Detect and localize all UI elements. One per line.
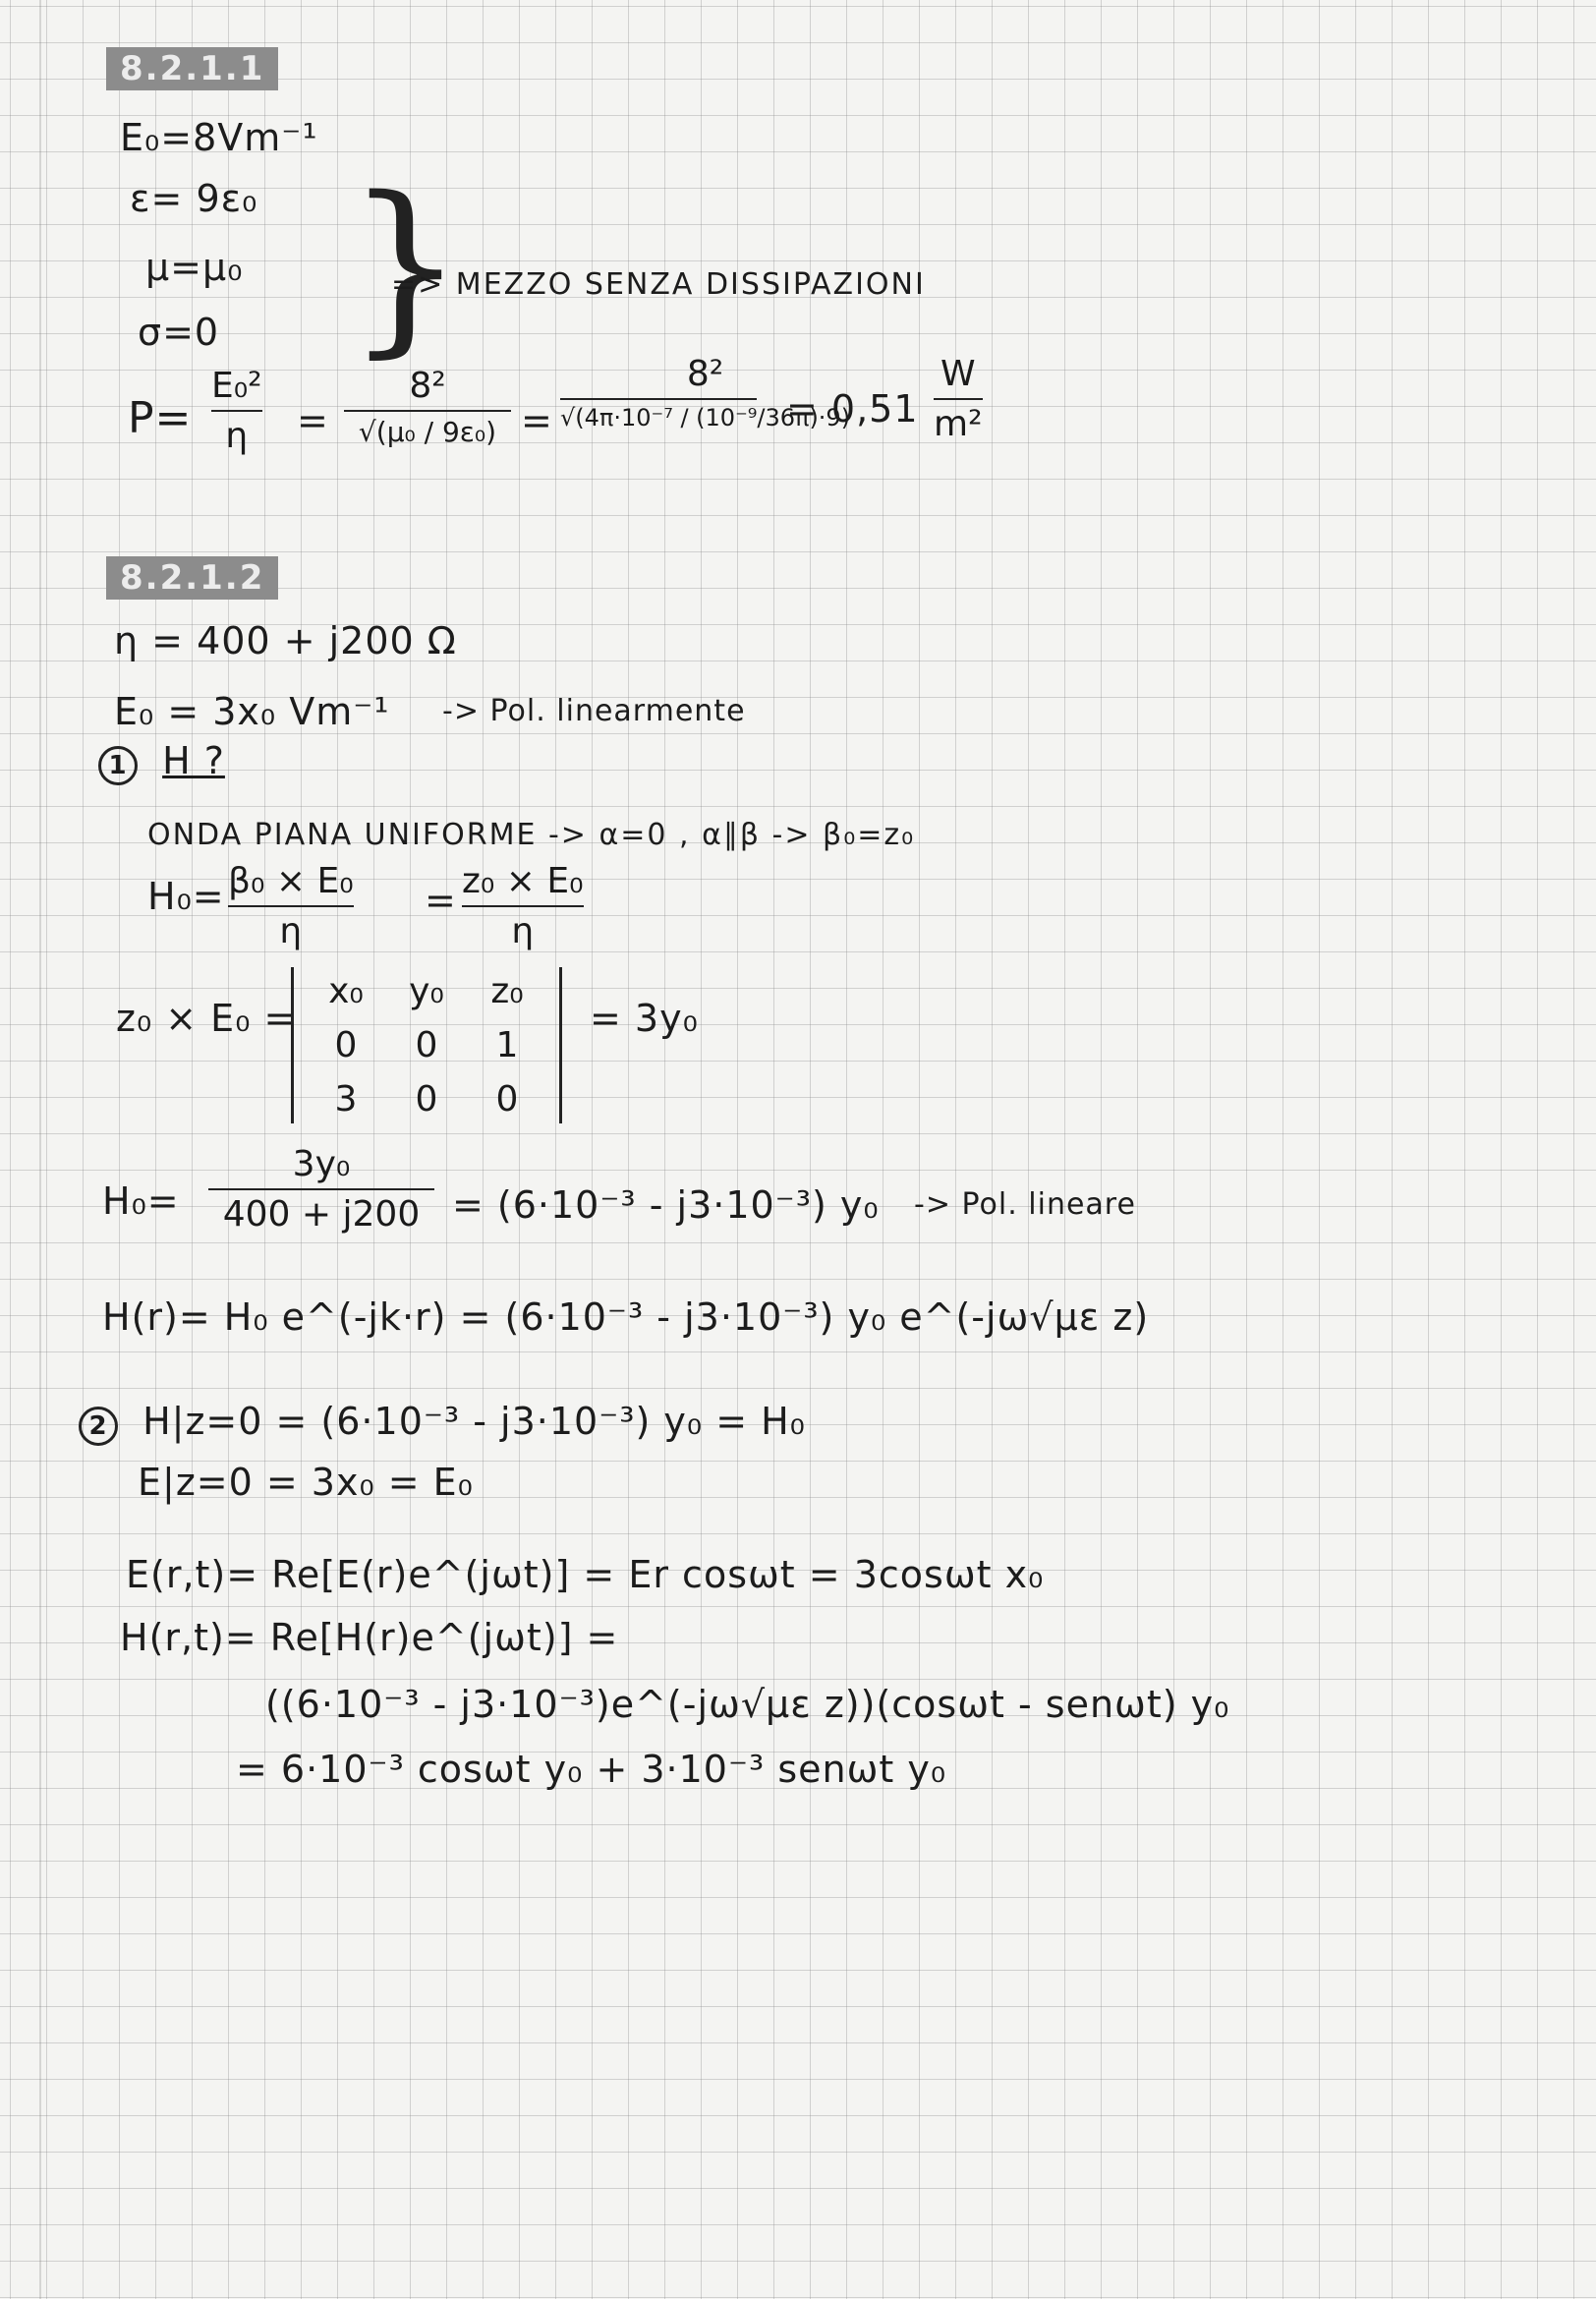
h0-polarization-note: -> Pol. lineare	[914, 1187, 1136, 1222]
power-lhs: P=	[128, 393, 193, 443]
cross-product-lhs: z₀ × E₀ =	[116, 997, 297, 1040]
power-eq-1: =	[297, 399, 329, 442]
h0-definition-lhs: H₀=	[147, 875, 225, 918]
given-epsilon: ε= 9ε₀	[130, 177, 258, 220]
h0-eq: =	[425, 879, 457, 922]
h0-value-fraction	[208, 1144, 434, 1235]
question-1-text: H ?	[162, 739, 225, 782]
matrix-cell: y₀	[409, 971, 444, 1011]
power-fraction-1	[211, 366, 262, 456]
h-of-r-t: H(r,t)= Re[H(r)e^(jωt)] =	[120, 1616, 619, 1659]
h0-f1-num: β₀ × E₀	[228, 861, 354, 901]
given-sigma: σ=0	[138, 311, 220, 354]
brace-conclusion: => MEZZO SENZA DISSIPAZIONI	[391, 267, 926, 302]
power-f1-den: η	[225, 416, 249, 456]
power-f2-den: √(μ₀ / 9ε₀)	[358, 416, 497, 448]
power-f1-num: E₀²	[211, 366, 262, 406]
margin-line	[39, 0, 41, 2299]
power-fraction-2	[344, 366, 511, 448]
matrix-cell: 0	[415, 1025, 438, 1065]
right-brace: }	[346, 157, 465, 374]
h0-f2-den: η	[511, 911, 535, 951]
given-mu: μ=μ₀	[145, 246, 244, 289]
section-heading-8-2-1-1: 8.2.1.1	[106, 47, 278, 90]
matrix-cell: 0	[415, 1079, 438, 1120]
matrix-cell: 0	[495, 1079, 519, 1120]
given-eta: η = 400 + j200 Ω	[114, 619, 457, 662]
power-f2-num: 8²	[409, 366, 446, 406]
matrix-cell: 1	[495, 1025, 519, 1065]
power-f3-den: √(4π·10⁻⁷ / (10⁻⁹/36π)·9)	[560, 404, 851, 431]
power-unit-num: W	[940, 354, 976, 394]
question-2-number: 2	[79, 1407, 118, 1446]
question-2	[79, 1400, 806, 1446]
h-at-z0: H|z=0 = (6·10⁻³ - j3·10⁻³) y₀ = H₀	[142, 1400, 806, 1443]
matrix-cell: 3	[334, 1079, 358, 1120]
given-e0-vector: E₀ = 3x₀ Vm⁻¹	[114, 690, 390, 733]
section-heading-8-2-1-2: 8.2.1.2	[106, 556, 278, 600]
cross-product-matrix	[291, 967, 562, 1123]
cross-product-rhs: = 3y₀	[590, 997, 699, 1040]
h-of-r-t-result: = 6·10⁻³ cosωt y₀ + 3·10⁻³ senωt y₀	[236, 1748, 947, 1791]
h0-fraction-1	[228, 861, 354, 951]
matrix-cell: 0	[334, 1025, 358, 1065]
e0-polarization-note: -> Pol. linearmente	[442, 694, 746, 728]
h-of-r-t-expansion: ((6·10⁻³ - j3·10⁻³)e^(-jω√με z))(cosωt - senωt) y₀	[265, 1683, 1230, 1726]
e-at-z0: E|z=0 = 3x₀ = E₀	[138, 1461, 474, 1504]
matrix-cell: x₀	[328, 971, 364, 1011]
power-unit	[934, 354, 983, 444]
h0-f1-den: η	[279, 911, 303, 951]
question-1-number: 1	[98, 746, 138, 785]
e-of-r-t: E(r,t)= Re[E(r)e^(jωt)] = Er cosωt = 3cosωt x₀	[126, 1553, 1045, 1596]
power-f3-num: 8²	[686, 354, 724, 394]
h-of-r: H(r)= H₀ e^(-jk·r) = (6·10⁻³ - j3·10⁻³) y₀ e^(-jω√με z)	[102, 1295, 1150, 1339]
power-eq-2: =	[521, 399, 553, 442]
h0-value-rhs: = (6·10⁻³ - j3·10⁻³) y₀	[452, 1183, 880, 1227]
h0-value-lhs: H₀=	[102, 1179, 180, 1223]
question-1	[98, 739, 225, 785]
h0-value-den: 400 + j200	[222, 1194, 421, 1235]
h0-value-num: 3y₀	[292, 1144, 351, 1184]
power-unit-den: m²	[934, 404, 983, 444]
given-e0: E₀=8Vm⁻¹	[120, 116, 318, 159]
plane-wave-note: ONDA PIANA UNIFORME -> α=0 , α∥β -> β₀=z₀	[147, 818, 916, 852]
power-result: = 0,51	[786, 387, 919, 431]
h0-fraction-2	[462, 861, 584, 951]
matrix-cell: z₀	[490, 971, 524, 1011]
h0-f2-num: z₀ × E₀	[462, 861, 584, 901]
